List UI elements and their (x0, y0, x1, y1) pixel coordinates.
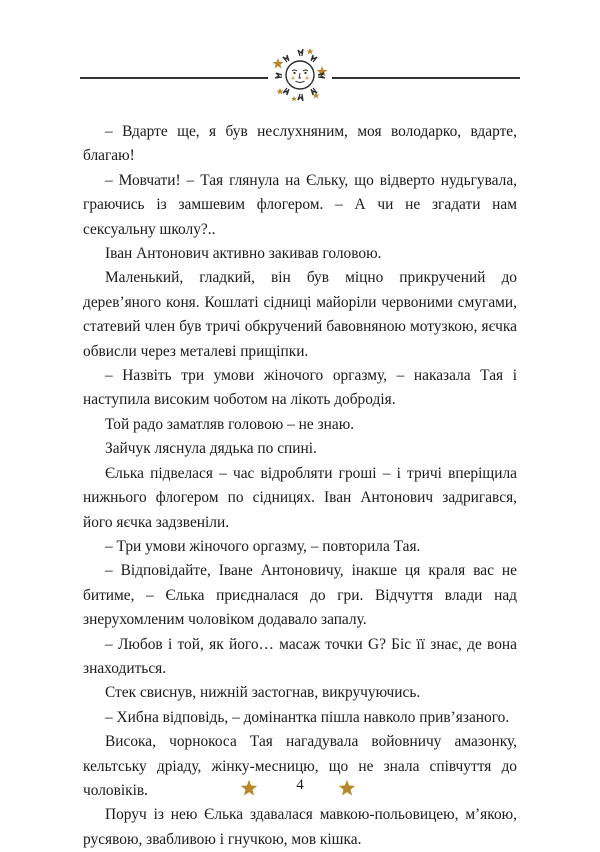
page-footer (0, 775, 600, 805)
page-number: 4 (296, 777, 304, 793)
paragraph: Маленький, гладкий, він був міцно прикручений до дерев’яного коня. Кошлаті сідниці майоріли червоними смугами, статевий член був тричі обкручений бавовняною мотузкою, яєчка обвисли через металеві прищіпки. (83, 269, 517, 360)
page-header-ornament (80, 40, 520, 110)
paragraph: – Вдарте ще, я був неслухняним, моя володарко, вдарте, благаю! (83, 123, 517, 165)
paragraph: Єлька підвелася – час відробляти гроші – і тричі вперіщила нижнього флогером по сідницях. Іван Антонович задригався, його яєчка задзвеніли. (83, 464, 517, 531)
header-rule-left (80, 77, 268, 79)
paragraph: – Мовчати! – Тая глянула на Єльку, що відверто нудьгувала, граючись із замшевим флогером. – А чи не згадати нам сексуальну школу?.. (83, 171, 517, 238)
star-icon (338, 779, 356, 797)
paragraph: Іван Антонович активно закивав головою. (105, 245, 382, 263)
star-icon (240, 779, 258, 797)
paragraph: Поруч із нею Єлька здавалася мавкою-польовицею, м’якою, русявою, звабливою і гнучкою, мов кішка. (83, 806, 517, 848)
body-text (83, 120, 517, 852)
paragraph: Той радо заматляв головою – не знаю. (105, 415, 355, 433)
paragraph: – Назвіть три умови жіночого оргазму, – наказала Тая і наступила високим чоботом на лікоть добродія. (83, 367, 517, 409)
paragraph: Зайчук ляснула дядька по спині. (105, 440, 317, 458)
sun-face-with-stars-icon (270, 44, 330, 106)
paragraph: Висока, чорнокоса Тая нагадувала войовничу амазонку, кельтську дріаду, жінку-месницю, що не знала співчуття до чоловіків. (83, 733, 517, 799)
paragraph: Стек свиснув, нижній застогнав, викручуючись. (105, 684, 421, 702)
header-rule-right (332, 77, 520, 79)
paragraph: – Три умови жіночого оргазму, – повторила Тая. (105, 537, 421, 555)
paragraph: – Хибна відповідь, – домінантка пішла навколо прив’язаного. (105, 708, 510, 726)
paragraph: – Любов і той, як його… масаж точки G? Біс її знає, де вона знаходиться. (83, 635, 517, 677)
paragraph: – Відповідайте, Іване Антоновичу, інакше ця краля вас не битиме, – Єлька приєдналася до гри. Відчуття влади над знерухомленим чоловіком додавало запалу. (83, 562, 517, 629)
